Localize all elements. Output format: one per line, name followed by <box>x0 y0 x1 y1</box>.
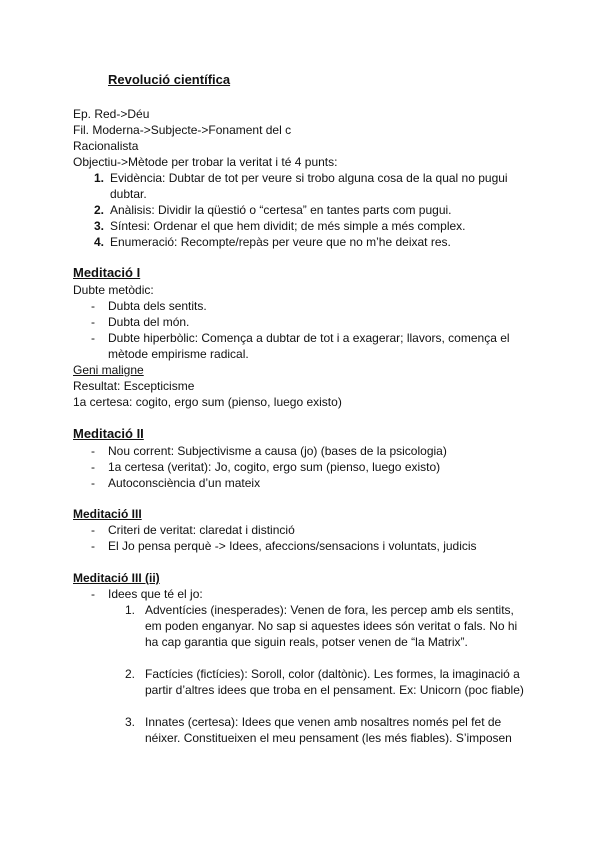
section-heading-med3: Meditació III <box>73 507 142 521</box>
bullet-dash: - <box>91 444 95 458</box>
med3-bullet: El Jo pensa perquè -> Idees, afeccions/sensacions i voluntats, judicis <box>108 539 477 553</box>
section-heading-med1: Meditació I <box>73 265 141 280</box>
point-number: 2. <box>93 203 104 217</box>
bullet-dash: - <box>91 331 95 345</box>
idea-text: Adventícies (inesperades): Venen de fora, les percep amb els sentits, <box>145 603 514 617</box>
intro-line: Racionalista <box>73 139 139 153</box>
point-number: 3. <box>93 219 104 233</box>
idea-number: 2. <box>125 667 136 681</box>
intro-line: Fil. Moderna->Subjecte->Fonament del c <box>73 123 292 137</box>
idea-number: 3. <box>125 715 136 729</box>
genie-label: Geni maligne <box>73 363 144 377</box>
point-text: Anàlisis: Dividir la qüestió o “certesa” en tantes parts com pugui. <box>110 203 452 217</box>
point-number: 4. <box>93 235 104 249</box>
idea-text: ha cap garantia que siguin reals, potser venen de “la Matrix”. <box>145 635 468 649</box>
med2-bullet: Nou corrent: Subjectivisme a causa (jo) (bases de la psicologia) <box>108 444 447 458</box>
med1-result: Resultat: Escepticisme <box>73 379 195 393</box>
intro-line: Ep. Red->Déu <box>73 107 150 121</box>
med1-bullet: Dubte hiperbòlic: Comença a dubtar de tot i a exagerar; llavors, comença el <box>108 331 510 345</box>
med1-subtitle: Dubte metòdic: <box>73 283 154 297</box>
point-text: dubtar. <box>110 187 147 201</box>
section-heading-med2: Meditació II <box>73 426 144 441</box>
bullet-dash: - <box>91 299 95 313</box>
point-number: 1. <box>93 171 104 185</box>
point-text: Evidència: Dubtar de tot per veure si trobo alguna cosa de la qual no pugui <box>110 171 508 185</box>
med1-certainty: 1a certesa: cogito, ergo sum (pienso, luego existo) <box>73 395 342 409</box>
med1-bullet-cont: mètode empirisme radical. <box>108 347 249 361</box>
intro-line: Objectiu->Mètode per trobar la veritat i té 4 punts: <box>73 155 338 169</box>
idea-text: néixer. Constitueixen el meu pensament (les més fiables). S’imposen <box>145 731 512 745</box>
med2-bullet: Autoconsciència d’un mateix <box>108 476 261 490</box>
idea-text: em poden enganyar. No sap si aquestes idees són veritat o fals. No hi <box>145 619 518 633</box>
document-title: Revolució científica <box>108 72 231 87</box>
med3-bullet: Criteri de veritat: claredat i distinció <box>108 523 295 537</box>
med1-bullet: Dubta del món. <box>108 315 190 329</box>
idea-text: partir d’altres idees que troba en el pensament. Ex: Unicorn (poc fiable) <box>145 683 524 697</box>
idea-text: Innates (certesa): Idees que venen amb nosaltres només pel fet de <box>145 715 502 729</box>
section-heading-med3b: Meditació III (ii) <box>73 571 160 585</box>
bullet-dash: - <box>91 587 95 601</box>
bullet-dash: - <box>91 476 95 490</box>
med3b-bullet: Idees que té el jo: <box>108 587 203 601</box>
med2-bullet: 1a certesa (veritat): Jo, cogito, ergo sum (pienso, luego existo) <box>108 460 441 474</box>
point-text: Síntesi: Ordenar el que hem dividit; de més simple a més complex. <box>110 219 466 233</box>
point-text: Enumeració: Recompte/repàs per veure que no m’he deixat res. <box>110 235 451 249</box>
idea-number: 1. <box>125 603 136 617</box>
med1-bullet: Dubta dels sentits. <box>108 299 207 313</box>
idea-text: Factícies (fictícies): Soroll, color (daltònic). Les formes, la imaginació a <box>145 667 520 681</box>
bullet-dash: - <box>91 539 95 553</box>
bullet-dash: - <box>91 315 95 329</box>
bullet-dash: - <box>91 523 95 537</box>
bullet-dash: - <box>91 460 95 474</box>
